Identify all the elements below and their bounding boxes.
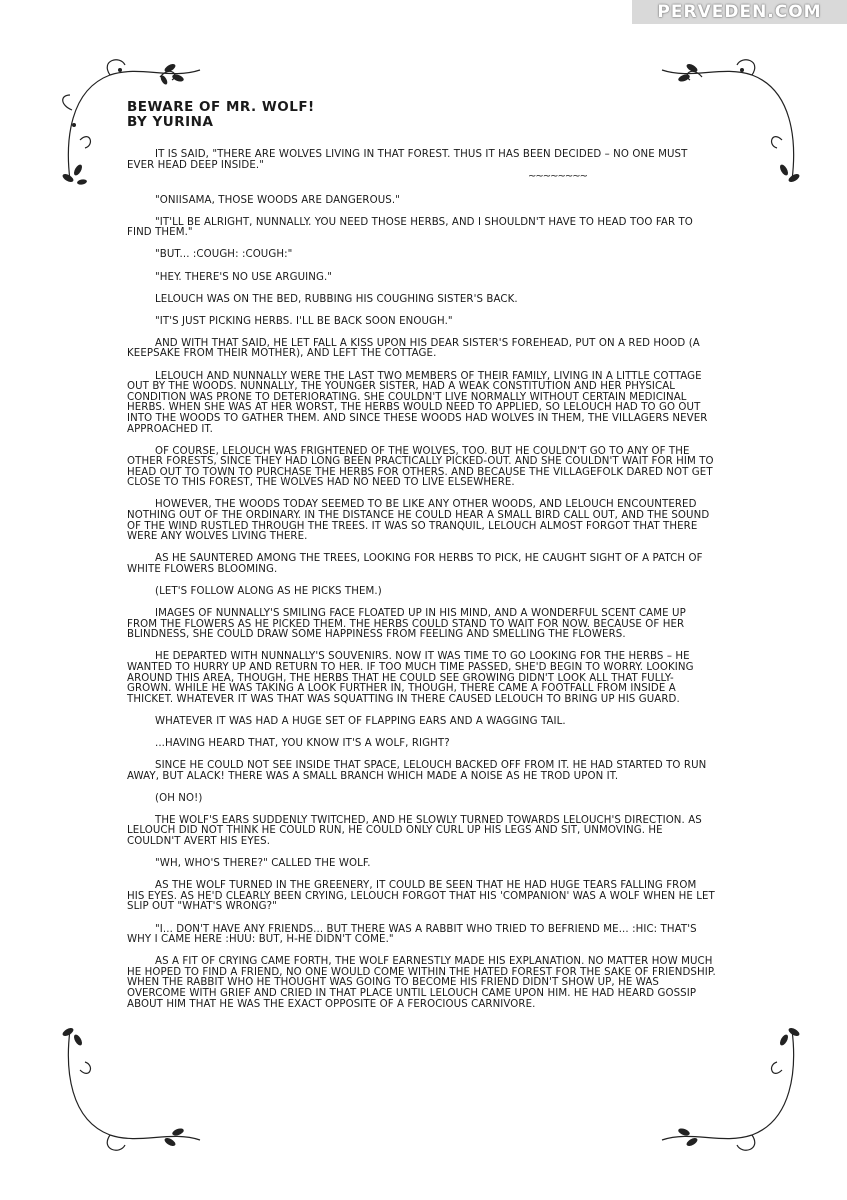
story-author: BY YURINA — [127, 114, 214, 130]
paragraph: (OH NO!) — [155, 792, 203, 804]
paragraph: AS HE SAUNTERED AMONG THE TREES, LOOKING FOR HERBS TO PICK, HE CAUGHT SIGHT OF A PATCH OF WHITE FLOWERS BLOOMING. — [127, 553, 703, 575]
paragraph: AS THE WOLF TURNED IN THE GREENERY, IT COULD BE SEEN THAT HE HAD HUGE TEARS FALLING FROM HIS EYES. AS HE'D CLEARLY BEEN CRYING, LELOUCH FORGOT THAT HIS 'COMPANION' WAS A WOLF WHEN HE LET SLIP OUT "WHAT'S WRONG?" — [127, 880, 715, 913]
paragraph: (LET'S FOLLOW ALONG AS HE PICKS THEM.) — [155, 586, 382, 598]
paragraph: AS A FIT OF CRYING CAME FORTH, THE WOLF EARNESTLY MADE HIS EXPLANATION. NO MATTER HOW MUCH HE HOPED TO FIND A FRIEND, NO ONE WOULD COME WITHIN THE HATED FOREST FOR THE SAKE OF FRIENDSHIP. WHEN THE RABBIT WHO HE THOUGHT WAS GOING TO BECOME HIS FRIEND DIDN'T SHOW UP, HE WAS OVERCOME WITH GRIEF AND CRIED IN THAT PLACE UNTIL LELOUCH CAME UPON HIM. HE HAD HEARD GOSSIP ABOUT HIM THAT HE WAS THE EXACT OPPOSITE OF A FEROCIOUS CARNIVORE. — [127, 956, 716, 1010]
paragraph: IMAGES OF NUNNALLY'S SMILING FACE FLOATED UP IN HIS MIND, AND A WONDERFUL SCENT CAME UP FROM THE FLOWERS AS HE PICKED THEM. THE HERBS COULD STAND TO WAIT FOR NOW. BECAUSE OF HER BLINDNESS, SHE COULD DRAW SOME HAPPINESS FROM FEELING AND SMELLING THE FLOWERS. — [127, 608, 686, 641]
section-separator: ~~~~~~~~ — [527, 170, 587, 182]
paragraph: WHATEVER IT WAS HAD A HUGE SET OF FLAPPING EARS AND A WAGGING TAIL. — [155, 715, 566, 727]
paragraph: "IT'LL BE ALRIGHT, NUNNALLY. YOU NEED THOSE HERBS, AND I SHOULDN'T HAVE TO HEAD TOO FAR TO FIND THEM." — [127, 216, 693, 239]
paragraph: "HEY. THERE'S NO USE ARGUING." — [155, 271, 333, 283]
paragraph: LELOUCH AND NUNNALLY WERE THE LAST TWO MEMBERS OF THEIR FAMILY, LIVING IN A LITTLE COTTAGE OUT BY THE WOODS. NUNNALLY, THE YOUNGER SISTER, HAD A WEAK CONSTITUTION AND HER PHYSICAL CONDITION WAS PRONE TO DETERIORATING. SHE COULDN'T LIVE NORMALLY WITHOUT CERTAIN MEDICINAL HERBS. WHEN SHE WAS AT HER WORST, THE HERBS WOULD NEED TO APPLIED, SO LELOUCH HAD TO GO OUT INTO THE WOODS TO GATHER THEM. AND SINCE THESE WOODS HAD WOLVES IN THEM, THE VILLAGERS NEVER APPROACHED IT. — [127, 370, 708, 435]
site-watermark: PERVEDEN.COM — [632, 0, 847, 24]
vine-ornament-bottom-right — [652, 1010, 802, 1160]
paragraph: "WH, WHO'S THERE?" CALLED THE WOLF. — [155, 858, 371, 870]
paragraph: OF COURSE, LELOUCH WAS FRIGHTENED OF THE WOLVES, TOO. BUT HE COULDN'T GO TO ANY OF THE OTHER FORESTS, SINCE THEY HAD LONG BEEN PRACTICALLY PICKED-OUT. AND SHE COULDN'T WAIT FOR HIM TO HEAD OUT TO TOWN TO PURCHASE THE HERBS FOR OTHERS. AND BECAUSE THE VILLAGEFOLK DARED NOT GET CLOSE TO THIS FOREST, THE WOLVES HAD NO NEED TO LIVE ELSEWHERE. — [127, 445, 714, 489]
paragraph: IT IS SAID, "THERE ARE WOLVES LIVING IN THAT FOREST. THUS IT HAS BEEN DECIDED – NO ONE MUST EVER HEAD DEEP INSIDE." — [127, 149, 688, 171]
paragraph: THE WOLF'S EARS SUDDENLY TWITCHED, AND HE SLOWLY TURNED TOWARDS LELOUCH'S DIRECTION. AS LELOUCH DID NOT THINK HE COULD RUN, HE COULD ONLY CURL UP HIS LEGS AND SIT, UNMOVING. HE COULDN'T AVERT HIS EYES. — [127, 814, 702, 848]
paragraph: HOWEVER, THE WOODS TODAY SEEMED TO BE LIKE ANY OTHER WOODS, AND LELOUCH ENCOUNTERED NOTHING OUT OF THE ORDINARY. IN THE DISTANCE HE COULD HEAR A SMALL BIRD CALL OUT, AND THE SOUND OF THE WIND RUSTLED THROUGH THE TREES. IT WAS SO TRANQUIL, LELOUCH ALMOST FORGOT THAT THERE WERE ANY WOLVES LIVING THERE. — [127, 499, 710, 543]
story-body — [127, 100, 717, 1020]
vine-ornament-bottom-left — [60, 1010, 210, 1160]
paragraph: AND WITH THAT SAID, HE LET FALL A KISS UPON HIS DEAR SISTER'S FOREHEAD, PUT ON A RED HOOD (A KEEPSAKE FROM THEIR MOTHER), AND LEFT THE COTTAGE. — [127, 337, 700, 360]
paragraph: "ONIISAMA, THOSE WOODS ARE DANGEROUS." — [155, 194, 400, 206]
paragraph: HE DEPARTED WITH NUNNALLY'S SOUVENIRS. NOW IT WAS TIME TO GO LOOKING FOR THE HERBS – HE WANTED TO HURRY UP AND RETURN TO HER. IF TOO MUCH TIME PASSED, SHE'D BEGIN TO WORRY. LOOKING AROUND THIS AREA, THOUGH, THE HERBS THAT HE COULD SEE GROWING DIDN'T LOOK ALL THAT FULLY-GROWN. WHILE HE WAS TAKING A LOOK FURTHER IN, THOUGH, THERE CAME A FOOTFALL FROM INSIDE A THICKET. WHATEVER IT WAS THAT WAS SQUATTING IN THERE CAUSED LELOUCH TO BRING UP HIS GUARD. — [127, 651, 694, 705]
paragraph: "BUT... :COUGH: :COUGH:" — [155, 249, 293, 261]
paragraph: "IT'S JUST PICKING HERBS. I'LL BE BACK SOON ENOUGH." — [155, 315, 453, 327]
paragraph: SINCE HE COULD NOT SEE INSIDE THAT SPACE, LELOUCH BACKED OFF FROM IT. HE HAD STARTED TO RUN AWAY, BUT ALACK! THERE WAS A SMALL BRANCH WHICH MADE A NOISE AS HE TROD UPON IT. — [127, 760, 707, 782]
paragraph: "I... DON'T HAVE ANY FRIENDS... BUT THERE WAS A RABBIT WHO TRIED TO BEFRIEND ME... :HIC: THAT'S WHY I CAME HERE :HUU: BUT, H-HE DIDN'T COME." — [127, 923, 697, 946]
paragraph: LELOUCH WAS ON THE BED, RUBBING HIS COUGHING SISTER'S BACK. — [155, 293, 518, 305]
paragraph: ...HAVING HEARD THAT, YOU KNOW IT'S A WOLF, RIGHT? — [155, 737, 450, 749]
story-title: BEWARE OF MR. WOLF! — [127, 99, 315, 115]
